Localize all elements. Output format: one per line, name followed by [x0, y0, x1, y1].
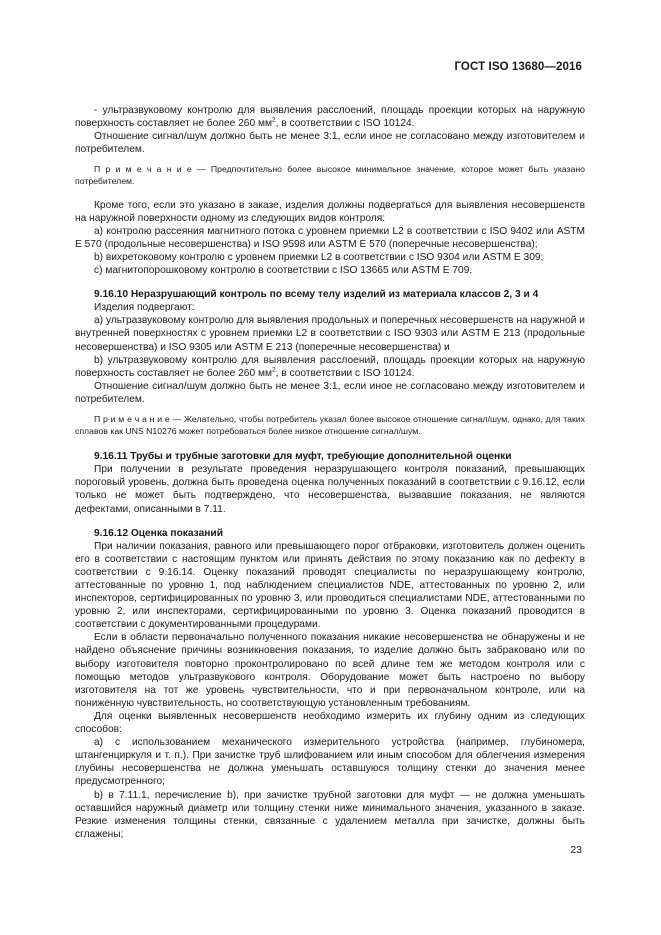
section-heading	[75, 288, 585, 301]
paragraph	[75, 463, 585, 515]
paragraph-text: a) ультразвуковому контролю для выявления продольных и поперечных несовершенств на наружной и внутренней поверхностях с уровнем приемки L2 в соответствии с ISO 9303 или ASTM E 213 (продольные несовершенства) и ISO 9305 или ASTM E 213 (поперечные несовершенства) и	[75, 315, 585, 353]
paragraph	[75, 710, 585, 736]
paragraph	[75, 264, 585, 277]
superscript: 2	[271, 366, 276, 374]
section-heading	[75, 450, 585, 463]
paragraph	[75, 540, 585, 632]
paragraph-text: - ультразвуковому контролю для выявления расслоений, площадь проекции которых на наружную поверхность составляет не более 260 мм	[75, 105, 585, 130]
paragraph-text: b) ультразвуковому контролю для выявления расслоений, площадь проекции которых на наружную поверхность составляет не более 260 мм	[75, 354, 585, 379]
paragraph	[75, 789, 585, 841]
paragraph-text: Отношение сигнал/шум должно быть не менее 3:1, если иное не согласовано между изготовителем и потребителем.	[75, 380, 585, 405]
paragraph-text: Отношение сигнал/шум должно быть не менее 3:1, если иное не согласовано между изготовителем и потребителем.	[75, 131, 585, 156]
document-body	[75, 104, 585, 841]
paragraph	[75, 354, 585, 380]
paragraph	[75, 314, 585, 353]
paragraph	[75, 380, 585, 406]
note-paragraph	[75, 164, 585, 187]
paragraph-text: При получении в результате проведения неразрушающего контроля показаний, превышающих пороговый уровень, должна быть проведена оценка полученных показаний в соответствии с 9.16.12, если только не может быть подтверждено, что несовершенства, вызвавшие показания, не являются дефектами, описанными в 7.11.	[75, 464, 585, 515]
section-heading	[75, 527, 585, 540]
paragraph-text: a) с использованием механического измерительного устройства (например, глубиномера, штангенциркуля и т. п.). При зачистке труб шлифованием или иным способом для облегчения измерения глубины несовершенства не должна уменьшать оставшуюся толщину стенки до значения менее предусмотренного;	[75, 737, 585, 788]
paragraph	[75, 130, 585, 156]
paragraph	[75, 631, 585, 710]
paragraph-text: a) контролю рассеяния магнитного потока с уровнем приемки L2 в соответствии с ISO 9402 или ASTM E 570 (продольные несовершенства) и ISO 9598 или ASTM E 570 (поперечные несовершенства);	[75, 225, 585, 250]
note-paragraph-text: П р и м е ч а н и е — Предпочтительно более высокое минимальное значение, которое может быть указано потребителем.	[75, 164, 585, 186]
paragraph-text-tail: , в соответствии с ISO 10124.	[275, 367, 415, 379]
paragraph	[75, 104, 585, 130]
superscript: 2	[271, 116, 276, 124]
paragraph-text: Если в области первоначально полученного показания никакие несовершенства не обнаружены и не найдено объяснение причины возникновения показания, то изделие должно быть забраковано или по выбору изготовителя повторно проконтролировано по всей длине тем же методом контроля или с помощью методов ультразвукового контроля. Оборудование может быть настроено по выбору изготовителя на тот же уровень чувствительности, что и при первоначальном контроле, или на пониженную чувствительность, но соответствующую установленным требованиям.	[75, 632, 585, 709]
paragraph	[75, 301, 585, 314]
note-paragraph	[75, 414, 585, 437]
paragraph	[75, 199, 585, 225]
paragraph-text: При наличии показания, равного или превышающего порог отбраковки, изготовитель должен оценить его в соответствии с настоящим пунктом или принять действия по этому показанию как по дефекту в соответствии с 9.16.14. Оценку показаний проводят специалисты по неразрушающему контролю, аттестованные по уровню 1, под наблюдением специалистов NDE, аттестованных по уровню 2, или инспекторов, сертифицированных по уровню 3, или проводиться специалистами NDE, аттестованными по уровню 2, или инспекторами, сертифицированными по уровню 3. Оценка показаний проводится в соответствии с документированными процедурами.	[75, 540, 585, 631]
paragraph-text: Для оценки выявленных несовершенств необходимо измерить их глубину одним из следующих способов:	[75, 710, 585, 736]
page-number: 23	[570, 844, 582, 856]
paragraph-text: b) вихретоковому контролю с уровнем приемки L2 в соответствии с ISO 9304 или ASTM E 309;	[94, 251, 544, 263]
paragraph	[75, 225, 585, 251]
section-heading-text: 9.16.10 Неразрушающий контроль по всему телу изделий из материала классов 2, 3 и 4	[94, 289, 539, 301]
paragraph-text-tail: , в соответствии с ISO 10124.	[275, 118, 415, 130]
paragraph-text: b) в 7.11.1, перечисление b), при зачистке трубной заготовки для муфт — не должна уменьшать оставшийся наружный диаметр или толщину стенки ниже минимального значения, указанного в заказе. Резкие изменения толщины стенки, связанные с удалением металла при зачистке, должны быть сглажены;	[75, 789, 585, 840]
section-heading-text: 9.16.11 Трубы и трубные заготовки для муфт, требующие дополнительной оценки	[94, 451, 512, 463]
paragraph-text: Кроме того, если это указано в заказе, изделия должны подвергаться для выявления несовершенств на наружной поверхности одному из следующих видов контроля:	[75, 199, 585, 224]
section-heading-text: 9.16.12 Оценка показаний	[94, 527, 223, 539]
note-paragraph-text: П р и м е ч а н и е — Желательно, чтобы потребитель указал более высокое отношение сигнал/шум, однако, для таких сплавов как UNS N10276 может потребоваться более низкое отношение сигнал/шум.	[75, 413, 585, 436]
paragraph	[75, 736, 585, 788]
paragraph-text: c) магнитопорошковому контролю в соответствии с ISO 13665 или ASTM E 709.	[94, 265, 473, 277]
document-header: ГОСТ ISO 13680—2016	[454, 61, 582, 73]
paragraph-text: Изделия подвергают:	[94, 302, 195, 314]
paragraph	[75, 251, 585, 264]
